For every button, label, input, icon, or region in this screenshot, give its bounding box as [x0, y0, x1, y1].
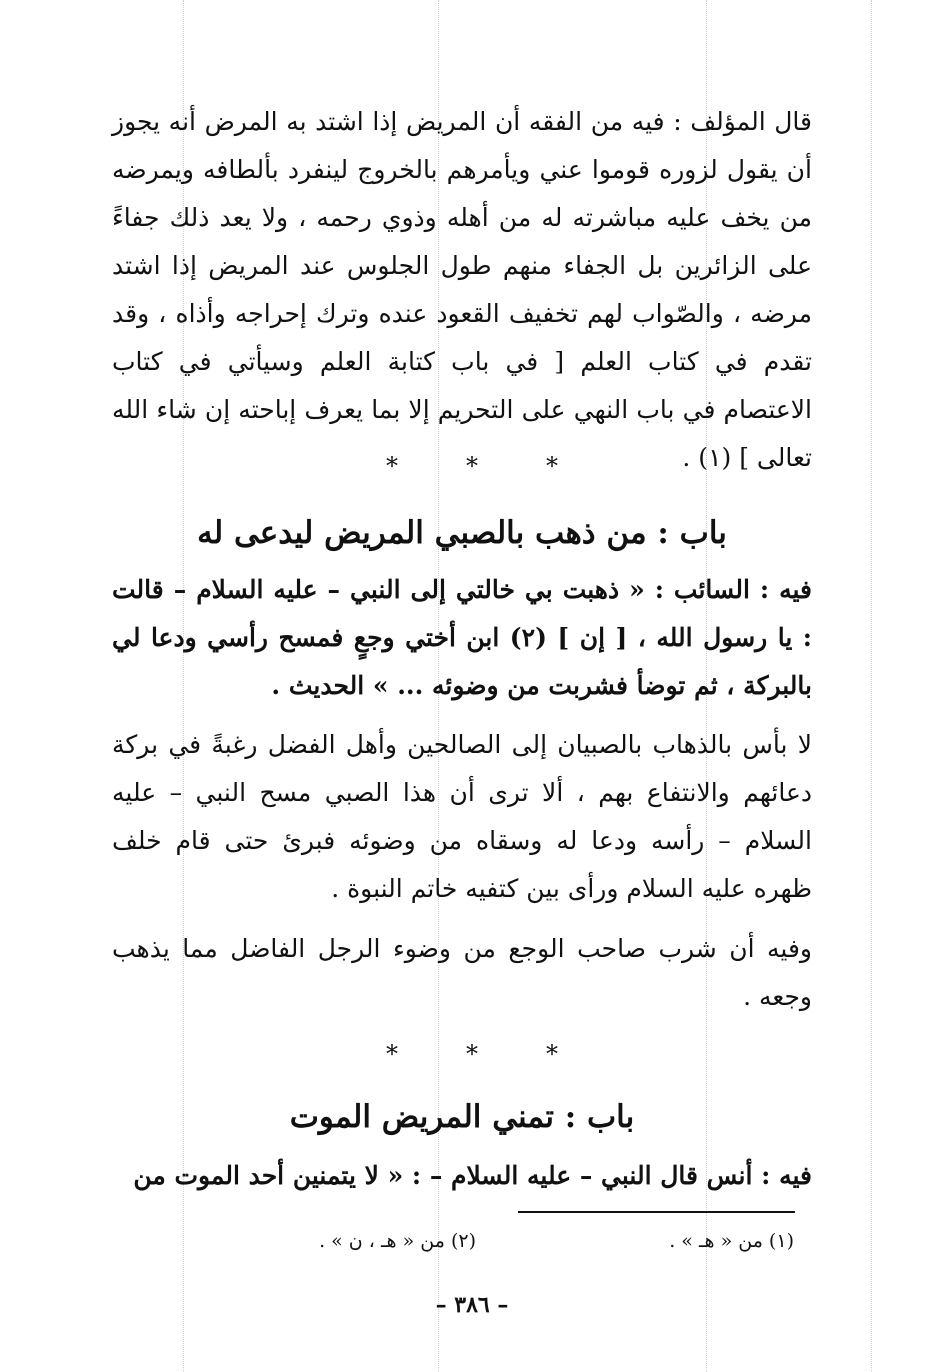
separator-star: * [386, 1040, 398, 1068]
section-separator [0, 452, 944, 480]
footnote-divider [518, 1211, 795, 1213]
commentary-paragraph: وفيه أن شرب صاحب الوجع من وضوء الرجل الفاضل مما يذهب وجعه . [112, 934, 812, 1011]
section-heading: باب : تمني المريض الموت [289, 1099, 635, 1135]
commentary-paragraph: لا بأس بالذهاب بالصبيان إلى الصالحين وأهل الفضل رغبةً في بركة دعائهم والانتفاع بهم ، ألا ترى أن هذا الصبي مسح النبي – عليه السلام – رأسه ودعا له وسقاه من وضوئه فبرئ حتى قام خلف ظهره عليه السلام ورأى بين كتفيه خاتم النبوة . [112, 730, 812, 903]
section-heading: باب : من ذهب بالصبي المريض ليدعى له [197, 515, 727, 551]
separator-star: * [386, 452, 398, 480]
footnote: (٢) من « هـ ، ن » . [319, 1230, 476, 1252]
separator-star: * [466, 452, 478, 480]
page-number: – ٣٨٦ – [435, 1292, 509, 1318]
scan-guide-line [871, 0, 872, 1372]
section-separator [0, 1040, 944, 1068]
separator-star: * [546, 1040, 558, 1068]
opening-paragraph: قال المؤلف : فيه من الفقه أن المريض إذا اشتد به المرض أنه يجوز أن يقول لزوره قوموا عني ويأمرهم بالخروج لينفرد بألطافه ويمرضه من يخف عليه مباشرته له من أهله وذوي رحمه ، ولا يعد ذلك جفاءً على الزائرين بل الجفاء منهم طول الجلوس عند المريض إذا اشتد مرضه ، والصّواب لهم تخفيف القعود عنده وترك إحراجه وأذاه ، وقد تقدم في كتاب العلم [ في باب كتابة العلم وسيأتي في كتاب الاعتصام في باب النهي على التحريم إلا بما يعرف إباحته إن شاء الله تعالى ] (١) . [112, 107, 812, 472]
footnote: (١) من « هـ » . [669, 1230, 794, 1252]
hadith-text: فيه : أنس قال النبي – عليه السلام – : « لا يتمنين أحد الموت من [133, 1161, 812, 1190]
separator-star: * [466, 1040, 478, 1068]
separator-star: * [546, 452, 558, 480]
hadith-text: فيه : السائب : « ذهبت بي خالتي إلى النبي – عليه السلام – قالت : يا رسول الله ، [ إن ] (٢) ابن أختي وجعٍ فمسح رأسي ودعا لي بالبركة ، ثم توضأ فشربت من وضوئه ... » الحديث . [112, 575, 812, 700]
